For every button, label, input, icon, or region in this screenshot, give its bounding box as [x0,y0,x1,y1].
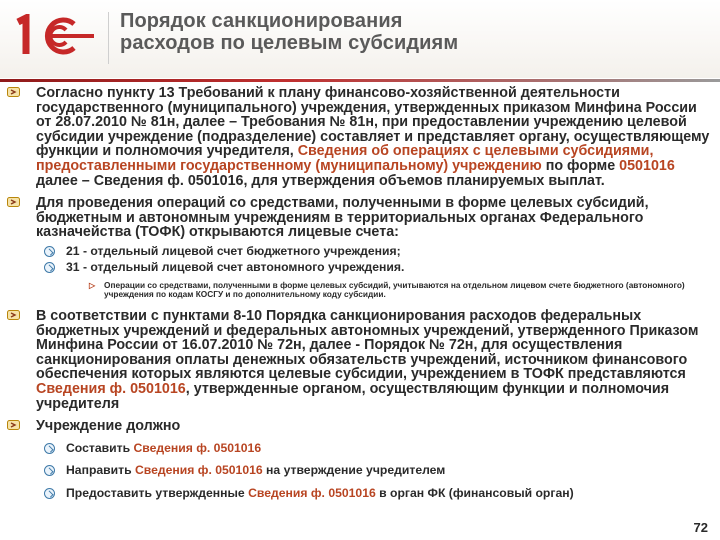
logo-separator [108,12,109,64]
title-line-1: Порядок санкционирования [120,10,403,32]
p4-text: Учреждение должно [36,418,181,435]
p3-text-1: В соответствии с пунктами 8-10 Порядка санкционирования расходов федеральных бюджетных учреждений и федеральных автономных учреждений, утвержденного Приказом Минфина России от 16.07.2010 № 72н, далее - Порядок № 72н, для осуществления санкционирования оплаты денежных обязательств учреждений, источником финансового обеспечения которых являются целевые субсидии, учреждением в ТОФК представляются [36,307,699,383]
p1-text-3: далее – Сведения ф. 0501016, для утверждения объемов планируемых выплат. [36,172,605,189]
p2-text: Для проведения операций со средствами, полученными в форме целевых субсидий, бюджетным и автономным учреждениям в территориальных органах Федерального казначейства (ТОФК) открываются лицевые счета: [36,195,649,241]
p1-highlight-2: 0501016 [619,157,675,174]
arrow-box-icon [7,197,20,207]
accounts-note [6,281,714,300]
triangle-icon: ▷ [89,280,96,290]
p1-text-2: по форме [541,157,620,174]
1c-logo [12,14,96,58]
header-rule [0,79,720,82]
paragraph-institution-must [6,419,714,434]
list-item [6,261,714,275]
check-circle-icon [44,246,55,257]
account-21: 21 - отдельный лицевой счет бюджетного учреждения; [66,243,401,258]
slide-header [0,0,720,78]
task-1-form: Сведения ф. 0501016 [133,440,262,455]
check-circle-icon [44,443,55,454]
task-2-post: на утверждение учредителем [262,463,446,478]
check-circle-icon [44,488,55,499]
paragraph-order-72n [6,309,714,411]
list-item [6,245,714,259]
arrow-box-icon [7,420,20,430]
check-circle-icon [44,465,55,476]
p1-text-1: Согласно пункту 13 Требований к плану финансово-хозяйственной деятельности государственного (муниципального) учреждения, утвержденных приказом Минфина России от 28.07.2010 № 81н, далее – Требования № 81н, при предоставлении учреждению целевой субсидии учреждение (подразделение) составляет и представляет органу, осуществляющему функции и полномочия учредителя, [36,85,710,160]
list-item [6,442,714,456]
title-line-2: расходов по целевым субсидиям [120,32,459,54]
paragraph-requirements [6,86,714,188]
page-title [120,10,458,54]
task-3-form: Сведения ф. 0501016 [248,485,376,500]
account-31: 31 - отдельный лицевой счет автономного учреждения. [66,260,405,275]
task-3-pre: Предоставить утвержденные [66,485,249,500]
slide-body [6,86,714,500]
p3-text-2: , утвержденные органом, осуществляющим функции и полномочия учредителя [36,380,670,412]
p3-highlight: Сведения ф. 0501016 [36,380,186,397]
list-item [6,487,714,501]
task-1-pre: Составить [66,440,134,455]
task-3-post: в орган ФК (финансовый орган) [375,485,574,500]
note-text: Операции со средствами, полученными в форме целевых субсидий, учитываются на отдельном лицевом счете бюджетного (автономного) учреждения по кодам КОСГУ и по дополнительному коду субсидии. [104,279,685,300]
page-number: 72 [693,520,708,535]
arrow-box-icon [7,310,20,320]
p1-highlight-1: Сведения об операциях с целевыми субсидиями, предоставленными государственному (муниципальному) учреждению [36,143,654,174]
arrow-box-icon [7,87,20,97]
task-2-pre: Направить [66,463,135,478]
check-circle-icon [44,262,55,273]
paragraph-accounts [6,196,714,240]
task-2-form: Сведения ф. 0501016 [135,463,263,478]
list-item [6,464,714,478]
